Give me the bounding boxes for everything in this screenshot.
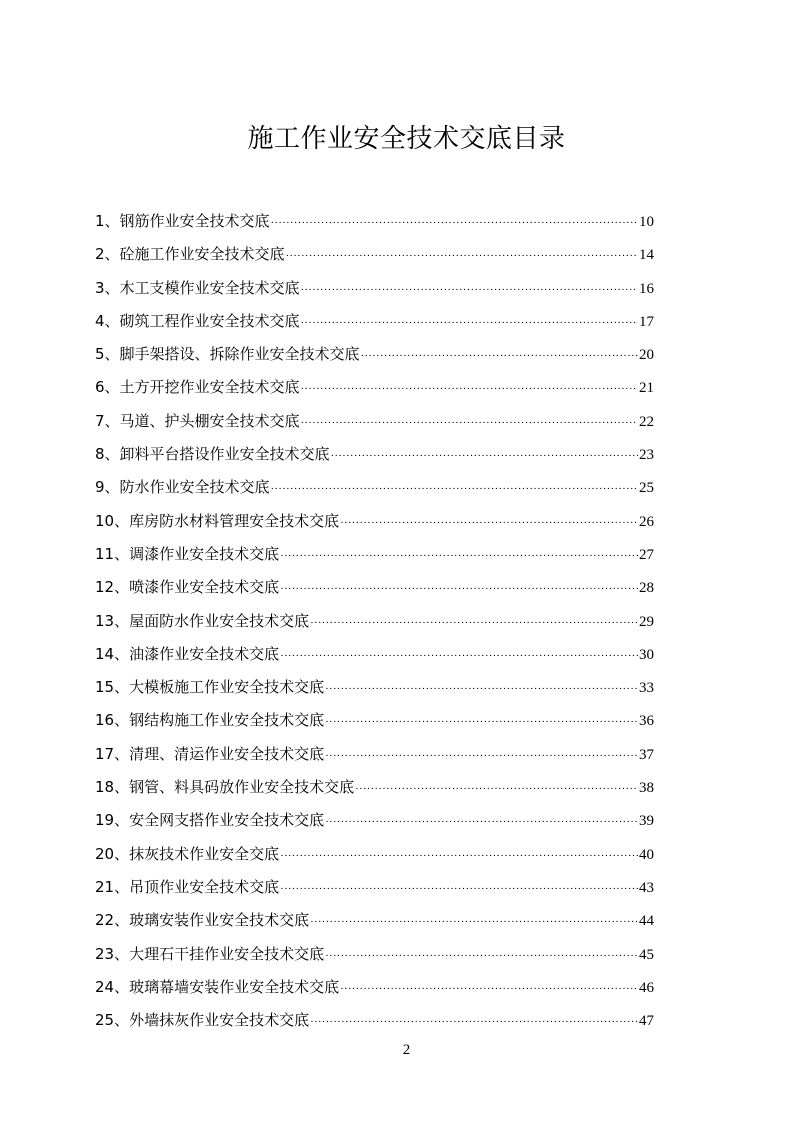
toc-dot-leader	[340, 973, 638, 1006]
toc-entry[interactable]	[95, 871, 654, 904]
toc-dot-leader	[325, 740, 638, 773]
toc-dot-leader	[280, 873, 638, 906]
toc-entry-page: 45	[639, 946, 654, 963]
toc-entry[interactable]	[95, 438, 654, 471]
toc-entry[interactable]	[95, 272, 654, 305]
toc-entry-title: 10、库房防水材料管理安全技术交底	[95, 511, 340, 530]
toc-entry-title: 8、卸料平台搭设作业安全技术交底	[95, 445, 330, 464]
toc-entry[interactable]	[95, 371, 654, 404]
toc-entry-page: 23	[639, 447, 654, 464]
toc-entry-title: 1、钢筋作业安全技术交底	[95, 212, 270, 230]
toc-entry[interactable]	[95, 338, 654, 371]
toc-entry-title: 3、木工支模作业安全技术交底	[95, 278, 300, 297]
toc-dot-leader	[340, 507, 638, 540]
toc-dot-leader	[325, 706, 638, 739]
toc-entry[interactable]	[95, 305, 654, 338]
toc-entry-page: 40	[639, 846, 654, 863]
toc-entry-page: 29	[639, 613, 654, 630]
toc-entry-page: 22	[639, 413, 654, 430]
toc-dot-leader	[280, 540, 638, 573]
toc-entry-title: 22、玻璃安装作业安全技术交底	[95, 911, 310, 930]
toc-entry-page: 37	[639, 746, 654, 763]
toc-entry-title: 12、喷漆作业安全技术交底	[95, 578, 280, 597]
toc-entry[interactable]	[95, 1004, 654, 1037]
toc-dot-leader	[301, 407, 638, 440]
toc-entry-page: 20	[639, 347, 654, 364]
toc-entry[interactable]	[95, 471, 654, 504]
toc-entry[interactable]	[95, 771, 654, 804]
toc-entry-title: 7、马道、护头棚安全技术交底	[95, 411, 300, 430]
toc-entry-page: 46	[639, 979, 654, 996]
toc-entry-page: 47	[639, 1013, 654, 1030]
toc-dot-leader	[361, 340, 638, 373]
toc-entry-title: 9、防水作业安全技术交底	[95, 478, 270, 497]
toc-entry-title: 14、油漆作业安全技术交底	[95, 644, 280, 663]
toc-dot-leader	[325, 940, 638, 973]
toc-dot-leader	[355, 773, 638, 806]
toc-dot-leader	[286, 240, 638, 273]
toc-entry-page: 10	[639, 214, 654, 230]
toc-dot-leader	[310, 1006, 638, 1039]
toc-entry-title: 20、抹灰技术作业安全交底	[95, 844, 280, 863]
toc-entry-title: 24、玻璃幕墙安装作业安全技术交底	[95, 977, 340, 996]
toc-entry-page: 14	[639, 247, 654, 264]
toc-entry-page: 21	[639, 380, 654, 397]
toc-entry-page: 39	[639, 813, 654, 830]
toc-entry-page: 33	[639, 680, 654, 697]
toc-entry[interactable]	[95, 405, 654, 438]
toc-entry[interactable]	[95, 638, 654, 671]
toc-dot-leader	[331, 440, 638, 473]
toc-entry-page: 17	[639, 313, 654, 330]
toc-entry-page: 28	[639, 580, 654, 597]
toc-entry-page: 36	[639, 713, 654, 730]
toc-entry[interactable]	[95, 238, 654, 271]
toc-dot-leader	[310, 906, 638, 939]
toc-dot-leader	[325, 673, 638, 706]
toc-entry-page: 38	[639, 780, 654, 797]
toc-entry[interactable]	[95, 505, 654, 538]
toc-dot-leader	[280, 573, 638, 606]
toc-entry[interactable]	[95, 904, 654, 937]
toc-dot-leader	[271, 473, 638, 506]
toc-entry[interactable]	[95, 205, 654, 238]
toc-entry-title: 5、脚手架搭设、拆除作业安全技术交底	[95, 345, 360, 364]
toc-entry-title: 16、钢结构施工作业安全技术交底	[95, 711, 325, 730]
toc-entry-page: 26	[639, 513, 654, 530]
table-of-contents	[95, 205, 654, 1037]
toc-dot-leader	[301, 307, 638, 340]
toc-entry[interactable]	[95, 571, 654, 604]
toc-entry[interactable]	[95, 804, 654, 837]
page-title: 施工作业安全技术交底目录	[247, 124, 566, 154]
toc-entry[interactable]	[95, 671, 654, 704]
toc-entry-title: 11、调漆作业安全技术交底	[95, 544, 280, 563]
toc-entry[interactable]	[95, 738, 654, 771]
toc-dot-leader	[301, 373, 638, 406]
toc-entry-title: 15、大模板施工作业安全技术交底	[95, 678, 325, 697]
toc-entry-title: 25、外墙抹灰作业安全技术交底	[95, 1011, 310, 1030]
toc-entry-title: 18、钢管、料具码放作业安全技术交底	[95, 778, 355, 797]
toc-entry-title: 19、安全网支搭作业安全技术交底	[95, 811, 325, 830]
toc-entry-page: 43	[639, 879, 654, 896]
toc-entry[interactable]	[95, 605, 654, 638]
toc-entry-page: 16	[639, 280, 654, 297]
toc-dot-leader	[310, 607, 638, 640]
toc-entry-title: 17、清理、清运作业安全技术交底	[95, 744, 325, 763]
toc-entry-title: 6、土方开挖作业安全技术交底	[95, 378, 300, 397]
toc-dot-leader	[280, 840, 638, 873]
toc-entry-page: 25	[639, 480, 654, 497]
toc-entry-title: 23、大理石干挂作业安全技术交底	[95, 944, 325, 963]
toc-entry-page: 30	[639, 646, 654, 663]
toc-dot-leader	[280, 640, 638, 673]
toc-entry[interactable]	[95, 938, 654, 971]
toc-entry-title: 21、吊顶作业安全技术交底	[95, 877, 280, 896]
toc-entry[interactable]	[95, 538, 654, 571]
toc-entry-title: 13、屋面防水作业安全技术交底	[95, 611, 310, 630]
page-number: 2	[402, 1042, 411, 1058]
toc-dot-leader	[301, 274, 638, 307]
toc-entry-title: 2、砼施工作业安全技术交底	[95, 245, 285, 264]
toc-entry[interactable]	[95, 838, 654, 871]
toc-entry-page: 27	[639, 546, 654, 563]
toc-entry-page: 44	[639, 913, 654, 930]
toc-entry-title: 4、砌筑工程作业安全技术交底	[95, 311, 300, 330]
toc-dot-leader	[271, 207, 638, 240]
toc-entry[interactable]	[95, 971, 654, 1004]
toc-entry[interactable]	[95, 704, 654, 737]
toc-dot-leader	[325, 806, 638, 839]
